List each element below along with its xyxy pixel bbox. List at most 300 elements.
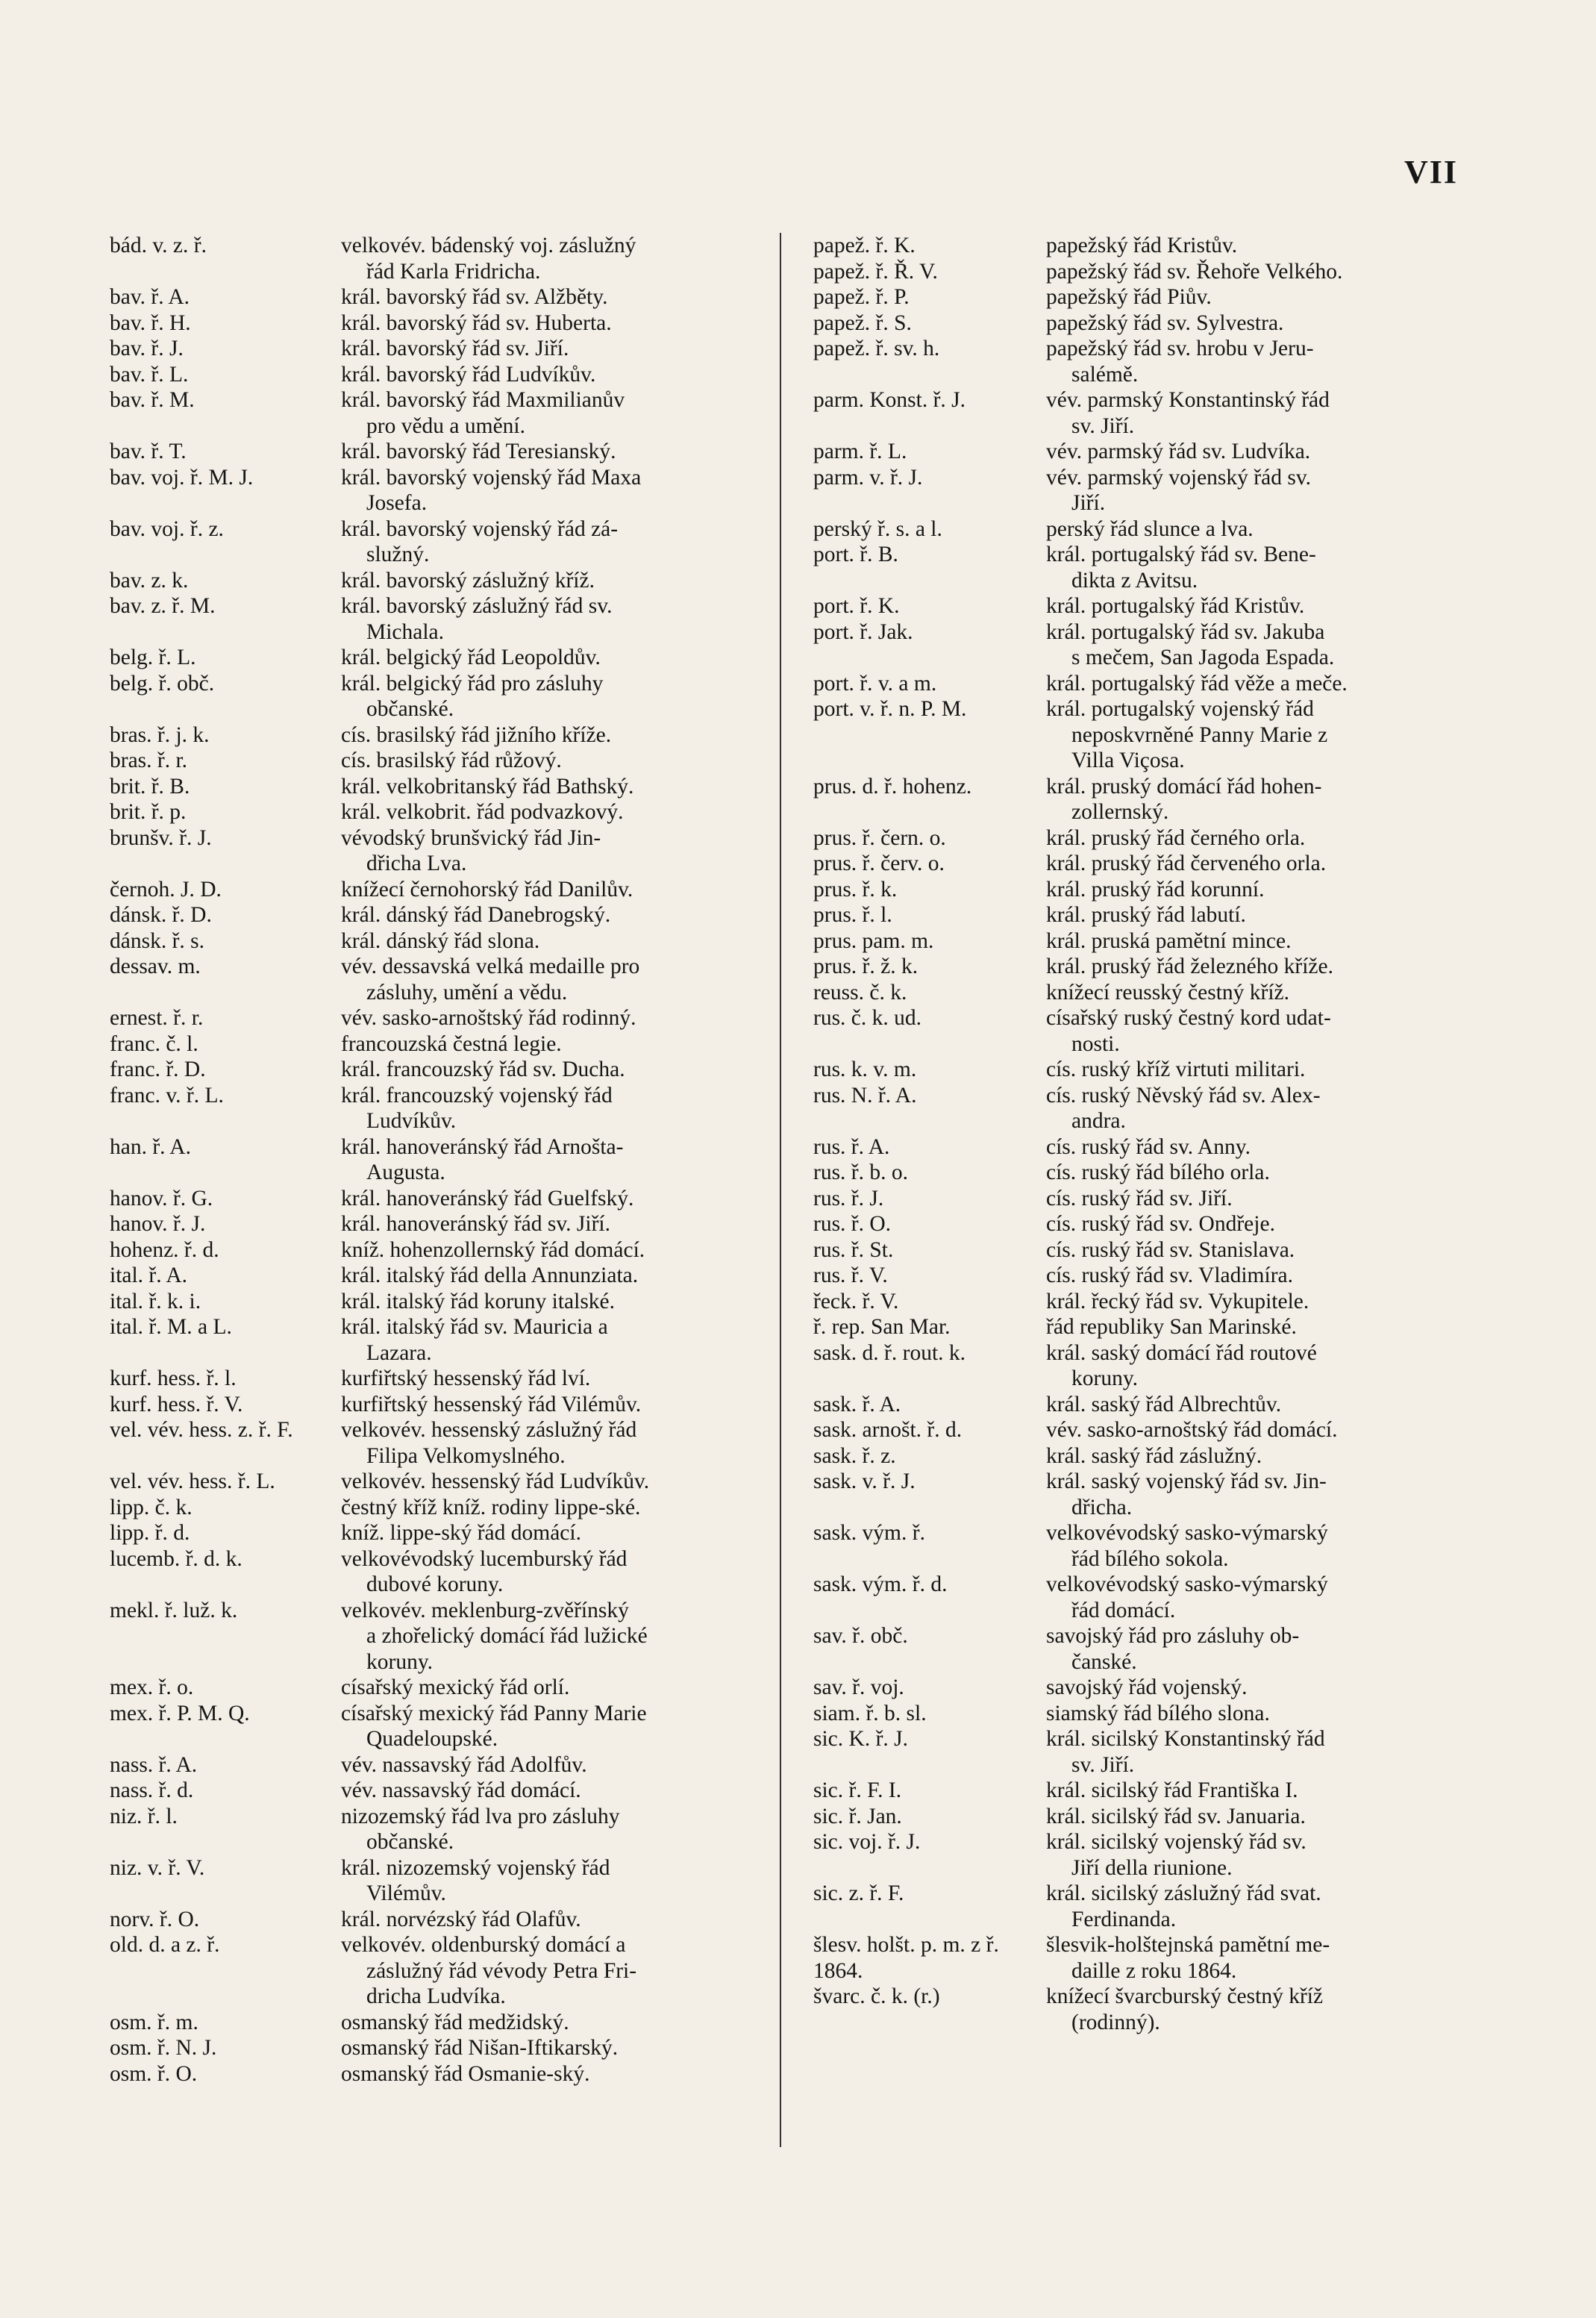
description-line: cís. ruský řád sv. Stanislava. <box>1046 1237 1295 1262</box>
description-line: velkovév. meklenburg-zvěřínský <box>341 1598 629 1622</box>
description-line: služný. <box>366 543 430 566</box>
description-line: zásluhy, umění a vědu. <box>366 980 568 1005</box>
entry-description <box>341 362 766 388</box>
entry-abbreviation: belg. ř. obč. <box>110 671 215 696</box>
entry-abbreviation: bád. v. z. ř. <box>110 234 207 257</box>
description-line: velkovévodský lucemburský řád <box>341 1546 628 1571</box>
entry-abbreviation: kurf. hess. ř. V. <box>110 1392 243 1416</box>
entry-abbreviation: ital. ř. k. i. <box>110 1289 201 1313</box>
abbreviation-entry <box>110 1289 766 1315</box>
description-line: cís. ruský řád sv. Ondřeje. <box>1046 1212 1275 1236</box>
entry-description <box>341 748 766 774</box>
entry-abbreviation: rus. ř. St. <box>813 1237 894 1262</box>
entry-abbreviation: sask. v. ř. J. <box>813 1469 916 1493</box>
abbreviation-entry <box>813 1211 1448 1237</box>
entry-description <box>1046 593 1448 619</box>
entry-abbreviation: ital. ř. M. a L. <box>110 1315 232 1339</box>
entry-description <box>1046 1572 1448 1623</box>
entry-description <box>341 1211 766 1237</box>
description-line: velkovév. hessenský záslužný řád <box>341 1418 637 1442</box>
entry-abbreviation: rus. č. k. ud. <box>813 1006 922 1030</box>
description-line: Vilémův. <box>366 1881 446 1905</box>
abbreviation-entry <box>110 233 766 284</box>
entry-description <box>341 310 766 337</box>
entry-abbreviation: parm. Konst. ř. J. <box>813 388 966 412</box>
abbreviation-entry <box>813 1469 1448 1520</box>
entry-abbreviation: old. d. a z. ř. <box>110 1933 220 1957</box>
entry-description <box>1046 1263 1448 1289</box>
abbreviation-entry <box>110 799 766 825</box>
abbreviation-entry <box>813 1520 1448 1572</box>
entry-abbreviation: lucemb. ř. d. k. <box>110 1546 242 1571</box>
entry-description <box>1046 1701 1448 1727</box>
abbreviation-entry <box>110 671 766 722</box>
left-column <box>110 233 766 2087</box>
abbreviation-entry <box>110 1495 766 1521</box>
abbreviation-entry <box>813 259 1448 285</box>
entry-abbreviation: prus. pam. m. <box>813 928 934 953</box>
abbreviation-entry <box>813 696 1448 774</box>
entry-abbreviation: ř. rep. San Mar. <box>813 1315 951 1339</box>
abbreviation-entry <box>813 1057 1448 1083</box>
entry-abbreviation: mex. ř. P. M. Q. <box>110 1701 250 1725</box>
abbreviation-entry <box>813 1289 1448 1315</box>
entry-description <box>341 1186 766 1212</box>
abbreviation-entry <box>813 825 1448 852</box>
abbreviation-entry <box>813 851 1448 877</box>
entry-abbreviation: švarc. č. k. (r.) <box>813 1984 940 2008</box>
abbreviation-entry <box>813 1340 1448 1392</box>
abbreviation-entry <box>813 619 1448 671</box>
entry-description <box>341 928 766 955</box>
description-line: cís. ruský řád sv. Vladimíra. <box>1046 1263 1293 1287</box>
abbreviation-entry <box>813 1392 1448 1418</box>
abbreviation-entry <box>110 1186 766 1212</box>
description-line: král. nizozemský vojenský řád <box>341 1855 610 1880</box>
description-line: sv. Jiří. <box>1071 1752 1135 1777</box>
entry-description <box>341 825 766 877</box>
entry-description <box>341 1469 766 1495</box>
column-divider <box>780 233 781 2147</box>
entry-description <box>1046 516 1448 543</box>
entry-description <box>341 671 766 722</box>
description-line: řád domácí. <box>1071 1598 1176 1622</box>
description-line: Quadeloupské. <box>366 1727 498 1751</box>
entry-description <box>1046 928 1448 955</box>
entry-abbreviation: brit. ř. p. <box>110 800 187 824</box>
entry-abbreviation: lipp. ř. d. <box>110 1521 190 1545</box>
entry-abbreviation: osm. ř. N. J. <box>110 2036 217 2060</box>
entry-abbreviation: kurf. hess. ř. l. <box>110 1366 237 1390</box>
entry-abbreviation: bav. ř. J. <box>110 337 184 360</box>
description-line: král. portugalský řád věže a meče. <box>1046 671 1348 696</box>
description-line: knížecí švarcburský čestný kříž <box>1046 1984 1324 2008</box>
entry-abbreviation: rus. ř. b. o. <box>813 1160 909 1184</box>
abbreviation-entry <box>813 954 1448 980</box>
entry-description <box>341 387 766 439</box>
entry-description <box>1046 1984 1448 2035</box>
abbreviation-entry <box>110 1752 766 1778</box>
entry-description <box>1046 1211 1448 1237</box>
abbreviation-entry <box>110 902 766 928</box>
entry-abbreviation: siam. ř. b. sl. <box>813 1701 927 1725</box>
entry-abbreviation: norv. ř. O. <box>110 1907 200 1931</box>
description-line: král. bavorský vojenský řád Maxa <box>341 465 642 490</box>
description-line: velkovév. oldenburský domácí a <box>341 1933 626 1957</box>
description-line: král. belgický řád Leopoldův. <box>341 646 601 669</box>
entry-description <box>341 1546 766 1598</box>
entry-description <box>341 1804 766 1855</box>
entry-abbreviation: osm. ř. m. <box>110 2010 198 2034</box>
entry-abbreviation: sic. voj. ř. J. <box>813 1830 921 1854</box>
entry-abbreviation: sic. ř. F. I. <box>813 1778 902 1802</box>
entry-description <box>341 1134 766 1186</box>
abbreviation-entry <box>110 774 766 800</box>
entry-description <box>341 774 766 800</box>
entry-abbreviation: papež. ř. S. <box>813 310 912 335</box>
entry-abbreviation: prus. ř. ž. k. <box>813 955 919 978</box>
description-line: císařský mexický řád Panny Marie <box>341 1701 647 1725</box>
entry-abbreviation: nass. ř. d. <box>110 1778 194 1802</box>
entry-description <box>341 1495 766 1521</box>
entry-description <box>341 233 766 284</box>
description-line: daille z roku 1864. <box>1071 1958 1237 1983</box>
entry-description <box>341 1392 766 1418</box>
abbreviation-entry <box>110 2010 766 2036</box>
abbreviation-entry <box>110 1778 766 1804</box>
entry-abbreviation: han. ř. A. <box>110 1134 191 1159</box>
description-line: cís. ruský řád sv. Anny. <box>1046 1134 1251 1159</box>
entry-description <box>1046 1057 1448 1083</box>
description-line: Ferdinanda. <box>1071 1907 1177 1931</box>
description-line: král. bavorský řád sv. Jiří. <box>341 337 569 360</box>
description-line: král. pruský řád červeného orla. <box>1046 852 1327 875</box>
abbreviation-entry <box>110 516 766 568</box>
entry-abbreviation: bav. voj. ř. z. <box>110 516 224 541</box>
abbreviation-entry <box>813 1778 1448 1804</box>
description-line: Lazara. <box>366 1340 432 1365</box>
description-line: pro vědu a umění. <box>366 413 525 438</box>
abbreviation-entry <box>813 1881 1448 1932</box>
entry-description <box>341 1083 766 1134</box>
abbreviation-entry <box>110 1237 766 1263</box>
entry-description <box>341 1237 766 1263</box>
entry-abbreviation: ernest. ř. r. <box>110 1006 204 1030</box>
entry-abbreviation: rus. ř. A. <box>813 1134 890 1159</box>
entry-description <box>1046 825 1448 852</box>
description-line: papežský řád Piův. <box>1046 285 1212 309</box>
entry-abbreviation: bav. ř. A. <box>110 285 190 309</box>
abbreviation-entry <box>110 1366 766 1392</box>
description-line: král. hanoveránský řád Arnošta- <box>341 1134 624 1159</box>
abbreviation-entry <box>813 1314 1448 1340</box>
abbreviation-entry <box>110 1469 766 1495</box>
entry-description <box>1046 1443 1448 1469</box>
description-line: vév. nassavský řád domácí. <box>341 1778 581 1802</box>
abbreviation-entry <box>110 825 766 877</box>
description-line: král. italský řád koruny italské. <box>341 1289 616 1313</box>
abbreviation-entry <box>813 387 1448 439</box>
description-line: král. portugalský řád sv. Jakuba <box>1046 619 1325 644</box>
abbreviation-entry <box>110 362 766 388</box>
abbreviation-entry <box>110 645 766 671</box>
entry-description <box>341 1005 766 1031</box>
description-line: král. pruský řád korunní. <box>1046 877 1265 902</box>
abbreviation-entry <box>110 1598 766 1675</box>
entry-abbreviation: bav. ř. H. <box>110 310 191 335</box>
description-line: dubové koruny. <box>366 1572 504 1596</box>
entry-abbreviation: prus. d. ř. hohenz. <box>813 774 972 799</box>
abbreviation-entry <box>110 1520 766 1546</box>
description-line: občanské. <box>366 697 454 721</box>
description-line: král. hanoveránský řád Guelfský. <box>341 1186 634 1210</box>
description-line: velkovévodský sasko-výmarský <box>1046 1572 1328 1596</box>
entry-abbreviation: papež. ř. P. <box>813 285 910 309</box>
description-line: král. saský řád záslužný. <box>1046 1443 1262 1468</box>
entry-abbreviation: osm. ř. O. <box>110 2061 198 2086</box>
abbreviation-entry <box>110 722 766 749</box>
abbreviation-entry <box>110 465 766 516</box>
description-line: velkovévodský sasko-výmarský <box>1046 1521 1328 1545</box>
entry-abbreviation: franc. ř. D. <box>110 1058 206 1081</box>
entry-abbreviation: ital. ř. A. <box>110 1263 188 1287</box>
entry-description <box>341 1366 766 1392</box>
entry-abbreviation: lipp. č. k. <box>110 1495 193 1519</box>
entry-description <box>341 1855 766 1907</box>
description-line: cís. ruský Něvský řád sv. Alex- <box>1046 1083 1321 1108</box>
description-line: vév. sasko-arnoštský řád domácí. <box>1046 1418 1338 1442</box>
abbreviation-entry <box>110 1932 766 2010</box>
entry-abbreviation: bav. z. ř. M. <box>110 594 216 618</box>
description-line: kníž. hohenzollernský řád domácí. <box>341 1237 645 1262</box>
entry-description <box>1046 696 1448 774</box>
entry-description <box>341 1263 766 1289</box>
entry-abbreviation: hanov. ř. J. <box>110 1212 206 1236</box>
description-line: král. italský řád della Annunziata. <box>341 1263 639 1287</box>
entry-abbreviation: bav. ř. T. <box>110 440 187 463</box>
description-line: občanské. <box>366 1830 454 1854</box>
entry-description <box>341 1057 766 1083</box>
entry-abbreviation: prus. ř. l. <box>813 903 892 927</box>
description-line: král. portugalský vojenský řád <box>1046 697 1314 721</box>
abbreviation-entry <box>813 542 1448 593</box>
description-line: řád republiky San Marinské. <box>1046 1315 1297 1339</box>
description-line: siamský řád bílého slona. <box>1046 1701 1270 1725</box>
entry-description <box>1046 671 1448 697</box>
description-line: koruny. <box>366 1649 434 1674</box>
abbreviation-entry <box>110 284 766 310</box>
entry-description <box>1046 1186 1448 1212</box>
abbreviation-entry <box>813 1726 1448 1778</box>
description-line: Augusta. <box>366 1160 445 1184</box>
description-line: kurfiřtský hessenský řád lví. <box>341 1366 591 1390</box>
entry-description <box>1046 439 1448 465</box>
description-line: vév. sasko-arnoštský řád rodinný. <box>341 1006 636 1030</box>
entry-description <box>341 954 766 1005</box>
description-line: král. francouzský vojenský řád <box>341 1083 613 1108</box>
entry-abbreviation: bras. ř. j. k. <box>110 722 210 747</box>
description-line: zollernský. <box>1071 800 1169 824</box>
description-line: král. velkobrit. řád podvazkový. <box>341 800 624 824</box>
description-line: francouzská čestná legie. <box>341 1031 562 1056</box>
abbreviation-entry <box>110 336 766 362</box>
description-line: salémě. <box>1071 362 1139 387</box>
abbreviation-entry <box>110 1546 766 1598</box>
abbreviation-entry <box>813 465 1448 516</box>
abbreviation-entry <box>110 1675 766 1701</box>
entry-abbreviation: vel. vév. hess. z. ř. F. <box>110 1418 293 1442</box>
entry-abbreviation: sic. ř. Jan. <box>813 1804 902 1828</box>
entry-abbreviation: perský ř. s. a l. <box>813 516 942 541</box>
entry-abbreviation: papež. ř. Ř. V. <box>813 259 938 284</box>
description-line: záslužný řád vévody Petra Fri- <box>366 1958 637 1983</box>
description-line: papežský řád Kristův. <box>1046 234 1238 257</box>
entry-abbreviation: rus. ř. J. <box>813 1186 884 1210</box>
description-line: král. pruský řád železného kříže. <box>1046 955 1333 978</box>
entry-abbreviation: sask. arnošt. ř. d. <box>813 1418 963 1442</box>
abbreviation-entry <box>813 1984 1448 2035</box>
description-line: osmanský řád medžidský. <box>341 2010 569 2034</box>
description-line: král. belgický řád pro zásluhy <box>341 671 604 696</box>
description-line: král. bavorský záslužný řád sv. <box>341 594 613 618</box>
entry-description <box>1046 233 1448 259</box>
entry-description <box>1046 1237 1448 1263</box>
description-line: král. sicilský řád Františka I. <box>1046 1778 1298 1802</box>
abbreviation-entry <box>110 310 766 337</box>
entry-description <box>341 1520 766 1546</box>
entry-abbreviation: řeck. ř. V. <box>813 1289 899 1313</box>
description-line: císařský ruský čestný kord udat- <box>1046 1006 1331 1030</box>
description-line: král. bavorský řád Maxmilianův <box>341 388 625 412</box>
description-line: vévodský brunšvický řád Jin- <box>341 825 601 850</box>
entry-description <box>1046 1829 1448 1881</box>
description-line: král. pruský domácí řád hohen- <box>1046 774 1322 799</box>
abbreviation-entry <box>813 1160 1448 1186</box>
entry-description <box>341 1907 766 1933</box>
entry-description <box>341 1314 766 1366</box>
description-line: savojský řád vojenský. <box>1046 1675 1248 1699</box>
description-line: Ludvíkův. <box>366 1109 457 1133</box>
abbreviation-entry <box>813 336 1448 387</box>
entry-description <box>1046 1160 1448 1186</box>
description-line: dřicha. <box>1071 1495 1133 1519</box>
description-line: Villa Viçosa. <box>1071 749 1185 772</box>
description-line: Jiří della riunione. <box>1071 1855 1233 1880</box>
entry-abbreviation: reuss. č. k. <box>813 980 907 1005</box>
entry-description <box>341 799 766 825</box>
entry-description <box>341 645 766 671</box>
entry-description <box>1046 1623 1448 1675</box>
entry-abbreviation: bav. ř. L. <box>110 362 189 387</box>
entry-description <box>341 1417 766 1469</box>
description-line: král. pruský řád labutí. <box>1046 903 1246 927</box>
abbreviation-entry <box>813 1572 1448 1623</box>
entry-abbreviation: prus. ř. k. <box>813 877 898 902</box>
abbreviation-entry <box>110 1907 766 1933</box>
abbreviation-entry <box>813 671 1448 697</box>
entry-description <box>1046 877 1448 903</box>
entry-abbreviation: nass. ř. A. <box>110 1752 198 1777</box>
description-line: knížecí černohorský řád Danilův. <box>341 877 633 902</box>
description-line: král. saský řád Albrechtův. <box>1046 1392 1282 1416</box>
entry-abbreviation: prus. ř. červ. o. <box>813 852 945 875</box>
description-line: Michala. <box>366 619 445 644</box>
entry-description <box>341 284 766 310</box>
entry-abbreviation: rus. ř. O. <box>813 1212 892 1236</box>
description-line: neposkvrněné Panny Marie z <box>1071 722 1328 747</box>
description-line: král. francouzský řád sv. Ducha. <box>341 1058 625 1081</box>
entry-abbreviation: sic. K. ř. J. <box>813 1727 909 1751</box>
abbreviation-entry <box>813 877 1448 903</box>
description-line: vév. parmský Konstantinský řád <box>1046 388 1330 412</box>
abbreviation-entry <box>813 233 1448 259</box>
entry-abbreviation: port. ř. Jak. <box>813 619 913 644</box>
description-line: král. bavorský řád Ludvíkův. <box>341 362 596 387</box>
description-line: dricha Ludvíka. <box>366 1984 506 2008</box>
entry-description <box>341 1752 766 1778</box>
entry-abbreviation: mekl. ř. luž. k. <box>110 1598 238 1622</box>
description-line: cís. brasilský řád jižního kříže. <box>341 722 612 747</box>
abbreviation-entry <box>110 1134 766 1186</box>
entry-description <box>341 1289 766 1315</box>
entry-abbreviation: niz. ř. l. <box>110 1804 178 1828</box>
entry-description <box>341 2061 766 2087</box>
abbreviation-entry <box>110 439 766 465</box>
entry-abbreviation: mex. ř. o. <box>110 1675 194 1699</box>
entry-abbreviation: sav. ř. voj. <box>813 1675 904 1699</box>
entry-abbreviation: sask. d. ř. rout. k. <box>813 1340 966 1365</box>
abbreviation-entry <box>110 1031 766 1058</box>
abbreviation-entry <box>110 1057 766 1083</box>
entry-abbreviation: prus. ř. čern. o. <box>813 825 946 850</box>
description-line: nizozemský řád lva pro zásluhy <box>341 1804 620 1828</box>
abbreviation-entry <box>813 593 1448 619</box>
entry-description <box>341 568 766 594</box>
abbreviation-entry <box>110 593 766 645</box>
description-line: sv. Jiří. <box>1071 413 1135 438</box>
description-line: (rodinný). <box>1071 2010 1160 2034</box>
entry-description <box>1046 1469 1448 1520</box>
entry-abbreviation: port. v. ř. n. P. M. <box>813 697 967 721</box>
entry-description <box>1046 619 1448 671</box>
description-line: dřicha Lva. <box>366 852 467 875</box>
entry-abbreviation: sask. vým. ř. <box>813 1521 925 1545</box>
entry-description <box>1046 336 1448 387</box>
entry-description <box>341 1778 766 1804</box>
entry-abbreviation: papež. ř. sv. h. <box>813 337 940 360</box>
description-line: papežský řád sv. Řehoře Velkého. <box>1046 259 1343 284</box>
abbreviation-entry <box>813 1804 1448 1830</box>
entry-description <box>1046 310 1448 337</box>
entry-abbreviation: hanov. ř. G. <box>110 1186 213 1210</box>
entry-description <box>341 336 766 362</box>
entry-abbreviation: bav. z. k. <box>110 568 189 593</box>
entry-description <box>1046 954 1448 980</box>
description-line: koruny. <box>1071 1366 1139 1390</box>
abbreviation-entry <box>813 310 1448 337</box>
description-line: osmanský řád Nišan-Iftikarský. <box>341 2036 619 2060</box>
entry-abbreviation: vel. vév. hess. ř. L. <box>110 1469 275 1493</box>
abbreviation-entry <box>813 1701 1448 1727</box>
entry-abbreviation: sav. ř. obč. <box>813 1624 908 1648</box>
entry-description <box>341 2035 766 2061</box>
description-line: perský řád slunce a lva. <box>1046 516 1254 541</box>
abbreviation-entry <box>110 2035 766 2061</box>
entry-description <box>341 1598 766 1675</box>
entry-abbreviation: rus. k. v. m. <box>813 1058 917 1081</box>
description-line: král. portugalský řád Kristův. <box>1046 594 1305 618</box>
description-line: kurfiřtský hessenský řád Vilémův. <box>341 1392 642 1416</box>
